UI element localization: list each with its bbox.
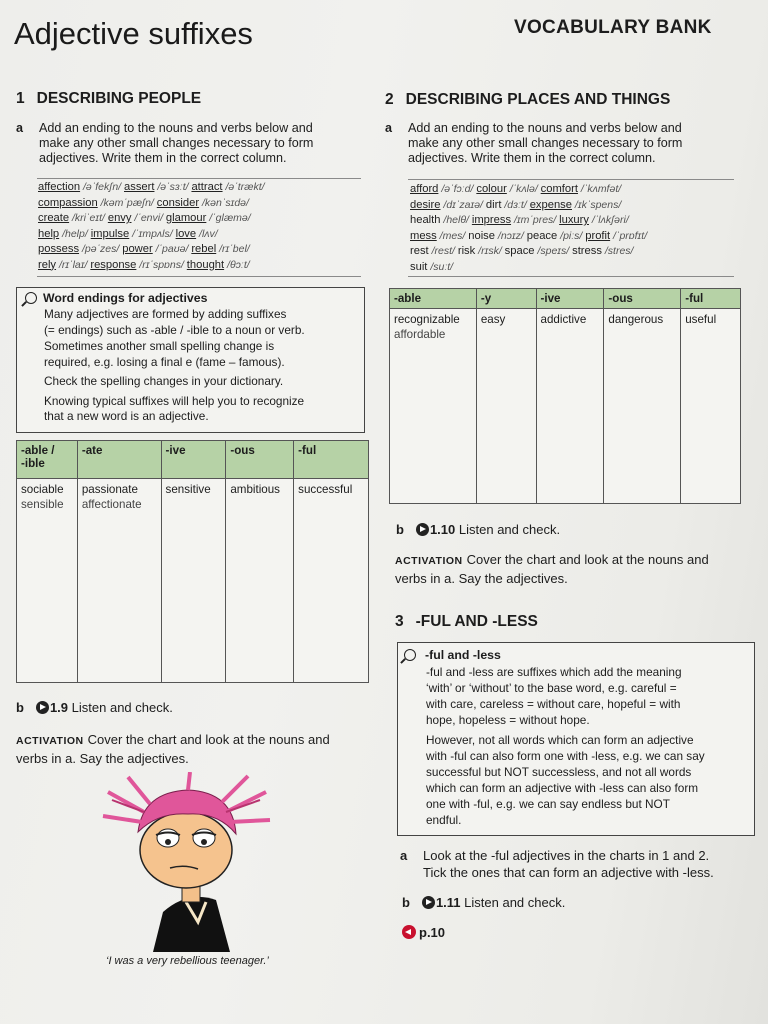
vocab-word: expense: [529, 198, 572, 211]
written-answer: affordable: [394, 328, 446, 341]
vocab-word: dirt: [485, 198, 502, 211]
phonetic: /dɪˈzaɪə/: [440, 198, 486, 211]
page-reference-link[interactable]: [402, 925, 445, 940]
vocab-word: rely: [38, 258, 57, 271]
section3-number: 3: [395, 613, 404, 630]
example-word: successful: [298, 483, 353, 496]
chart-cell[interactable]: [390, 309, 477, 504]
instruction-line: Tick the ones that can form an adjective with -less.: [423, 864, 714, 880]
audio-icon[interactable]: [422, 896, 435, 909]
phonetic: /helθ/: [440, 214, 472, 226]
activation-line: verbs in a. Say the adjectives.: [395, 571, 568, 586]
section3-listen-b: [402, 895, 565, 910]
column-header: -ful: [681, 289, 741, 309]
audio-track: 1.10: [429, 522, 456, 537]
written-answer: affectionate: [81, 498, 142, 511]
phonetic: /rɪsk/: [475, 245, 505, 257]
section2-activation: [395, 551, 755, 587]
phonetic: /ˈpaʊə/: [152, 243, 192, 255]
vocab-word: possess: [38, 243, 80, 255]
chart-cell[interactable]: [17, 479, 78, 683]
instruction-line: adjectives. Write them in the correct column.: [408, 151, 656, 165]
word-row: [38, 227, 368, 243]
listen-text: Listen and check.: [71, 700, 173, 715]
vocab-word: rebel: [191, 243, 217, 255]
phonetic: /ɪmˈpres/: [511, 214, 560, 226]
phonetic: /kəmˈpæʃn/: [97, 196, 157, 209]
phonetic: /əˈfɔːd/: [438, 183, 477, 195]
phonetic: /nɔɪz/: [495, 229, 527, 242]
tip-line: successful but NOT successless, and not all words: [426, 765, 692, 779]
section1-word-list: [38, 180, 368, 273]
item-letter: b: [396, 522, 404, 537]
phonetic: /ˈkʌlə/: [506, 183, 541, 195]
vocab-word: power: [122, 243, 153, 255]
section2-listen-b: [396, 522, 560, 537]
chart-cell[interactable]: [294, 479, 369, 683]
example-word: easy: [480, 313, 506, 326]
chart-cell[interactable]: [77, 479, 161, 683]
item-letter: b: [16, 700, 24, 715]
page-arrow-icon: [402, 925, 416, 939]
vocab-word: desire: [410, 198, 441, 211]
section3-title-text: -FUL AND -LESS: [415, 613, 538, 630]
vocab-word: peace: [526, 229, 558, 242]
vocab-word: response: [90, 258, 137, 271]
instruction-line: make any other small changes necessary to form: [39, 136, 314, 150]
vocab-word: suit: [410, 260, 428, 273]
phonetic: /ˈlʌkʃəri/: [588, 214, 629, 226]
example-word: recognizable: [394, 313, 460, 326]
section2-suffix-chart: [389, 288, 741, 504]
column-header: -y: [476, 289, 536, 309]
vocab-word: attract: [191, 181, 223, 193]
phonetic: /lʌv/: [196, 227, 218, 240]
column-header: -ful: [294, 441, 369, 479]
vocab-word: envy: [107, 212, 132, 224]
tip-line: that a new word is an adjective.: [44, 409, 209, 423]
word-row: [410, 198, 740, 214]
magnifier-icon: [404, 649, 416, 661]
phonetic: /help/: [59, 227, 91, 240]
item-letter: a: [16, 121, 24, 135]
audio-icon[interactable]: [416, 523, 429, 536]
tip-line: Many adjectives are formed by adding suffixes: [44, 307, 287, 321]
vocab-word: compassion: [38, 196, 98, 209]
chart-cell[interactable]: [536, 309, 604, 504]
instruction-line: adjectives. Write them in the correct column.: [39, 151, 287, 165]
column-header: -ive: [536, 289, 604, 309]
activation-line: Cover the chart and look at the nouns and: [87, 732, 330, 747]
vocab-word: colour: [476, 183, 507, 195]
phonetic: /dɜːt/: [501, 198, 530, 211]
phonetic: /ɪkˈspens/: [572, 198, 622, 211]
instruction-line: Add an ending to the nouns and verbs below and: [39, 121, 313, 135]
rebellious-teen-illustration: [98, 772, 278, 952]
phonetic: /ˈenvi/: [131, 212, 166, 224]
tip-line: -ful and -less are suffixes which add the meaning: [426, 665, 682, 679]
vocab-word: assert: [124, 181, 155, 193]
word-row: [410, 213, 740, 229]
phonetic: /stres/: [601, 245, 634, 257]
phonetic: /rɪˈspɒns/: [136, 258, 187, 271]
word-row: [410, 229, 740, 245]
column-header: -ate: [77, 441, 161, 479]
phonetic: /kənˈsɪdə/: [199, 196, 249, 209]
phonetic: /rɪˈbel/: [216, 243, 250, 255]
tip-line: endful.: [426, 813, 462, 827]
tip-line: which can form an adjective with -less can also form: [426, 781, 699, 795]
column-header: -able / -ible: [17, 441, 78, 479]
phonetic: /əˈsɜːt/: [154, 181, 192, 193]
vocab-word: health: [410, 214, 441, 226]
listen-text: Listen and check.: [464, 895, 566, 910]
section1-number: 1: [16, 90, 25, 107]
activation-line: Cover the chart and look at the nouns and: [466, 552, 709, 567]
tip-line: required, e.g. losing a final e (fame – famous).: [44, 355, 285, 369]
divider: [37, 276, 361, 277]
example-word: useful: [685, 313, 717, 326]
tip-line: with care, careless = without care, hopeful = with: [426, 697, 681, 711]
section2-number: 2: [385, 91, 394, 108]
page-title: Adjective suffixes: [14, 16, 253, 51]
section2-title: [385, 91, 670, 109]
word-row: [38, 211, 368, 227]
chart-cell[interactable]: [604, 309, 681, 504]
example-word: sensitive: [165, 483, 211, 496]
section2-word-list: [410, 182, 740, 275]
vocab-word: affection: [38, 181, 81, 193]
vocab-word: rest: [410, 245, 429, 257]
vocab-word: glamour: [165, 212, 207, 224]
phonetic: /əˈfekʃn/: [80, 181, 124, 193]
tip-line: Knowing typical suffixes will help you to recognize: [44, 394, 305, 408]
phonetic: /pəˈzes/: [79, 243, 123, 255]
vocab-word: love: [175, 227, 197, 240]
column-header: -able: [390, 289, 477, 309]
phonetic: /piːs/: [557, 229, 586, 242]
word-row: [410, 182, 740, 198]
item-letter: b: [402, 895, 410, 910]
section1-suffix-chart: [16, 440, 369, 683]
phonetic: /kriˈeɪt/: [69, 212, 108, 224]
audio-track: 1.11: [435, 895, 461, 910]
section2-instruction-a: [385, 121, 740, 169]
tip-line: Sometimes another small spelling change is: [44, 339, 275, 353]
activation-line: verbs in a. Say the adjectives.: [16, 751, 189, 766]
vocab-word: afford: [410, 183, 439, 195]
audio-track: 1.9: [49, 700, 69, 715]
phonetic: /ˈprɒfɪt/: [610, 229, 648, 242]
page-ref-text: p.10: [419, 925, 446, 940]
vocab-word: impress: [471, 214, 512, 226]
listen-text: Listen and check.: [458, 522, 561, 537]
word-row: [410, 260, 740, 276]
section1-title: [16, 90, 201, 108]
vocab-word: impulse: [90, 227, 130, 240]
instruction-line: make any other small changes necessary to form: [408, 136, 683, 150]
item-letter: a: [385, 121, 393, 135]
vocab-word: mess: [410, 229, 437, 242]
example-word: sociable: [21, 483, 64, 496]
section2-title-text: DESCRIBING PLACES AND THINGS: [405, 91, 671, 108]
tip-line: ‘with’ or ‘without’ to the base word, e.g. careful =: [426, 681, 677, 695]
phonetic: /əˈtrækt/: [222, 181, 265, 193]
divider: [408, 179, 734, 180]
tip-box-ful-less: [397, 642, 755, 836]
tip-box-word-endings: [16, 287, 365, 433]
column-header: -ive: [161, 441, 226, 479]
tip-line: hope, hopeless = without hope.: [426, 713, 590, 727]
phonetic: /rest/: [428, 245, 458, 257]
vocab-word: noise: [468, 229, 495, 242]
example-word: dangerous: [608, 313, 664, 326]
phonetic: /suːt/: [427, 260, 454, 273]
example-word: addictive: [540, 313, 587, 326]
vocab-word: thought: [186, 258, 225, 271]
vocab-word: help: [38, 227, 60, 240]
vocab-word: comfort: [540, 183, 578, 195]
word-row: [38, 258, 368, 274]
section3-title: [395, 613, 538, 631]
activation-keyword: ACTIVATION: [395, 555, 463, 567]
column-header: -ous: [604, 289, 681, 309]
chart-cell[interactable]: [681, 309, 741, 504]
phonetic: /ˈkʌmfət/: [577, 183, 622, 195]
word-row: [38, 196, 368, 212]
tip-heading: -ful and -less: [425, 648, 501, 662]
section1-listen-b: [16, 700, 173, 715]
activation-keyword: ACTIVATION: [16, 735, 84, 747]
phonetic: /rɪˈlaɪ/: [56, 258, 91, 271]
vocab-word: stress: [572, 245, 602, 257]
vocab-word: risk: [457, 245, 476, 257]
word-row: [38, 242, 368, 258]
tip-heading: Word endings for adjectives: [43, 291, 208, 305]
instruction-line: Add an ending to the nouns and verbs below and: [408, 121, 682, 135]
section-label: VOCABULARY BANK: [514, 17, 712, 38]
divider: [37, 178, 361, 179]
vocab-word: create: [38, 212, 70, 224]
tip-line: one with -ful, e.g. we can say endless but NOT: [426, 797, 670, 811]
phonetic: /θɔːt/: [224, 258, 250, 271]
tip-line: (= endings) such as -able / -ible to a noun or verb.: [44, 323, 305, 337]
magnifier-icon: [25, 292, 37, 304]
section3-instruction-a: [400, 848, 760, 882]
item-letter: a: [400, 848, 408, 863]
section1-title-text: DESCRIBING PEOPLE: [36, 90, 202, 107]
chart-cell[interactable]: [226, 479, 294, 683]
vocab-word: space: [504, 245, 535, 257]
phonetic: /ˈɪmpʌls/: [129, 227, 176, 240]
chart-cell[interactable]: [476, 309, 536, 504]
tip-line: However, not all words which can form an adjective: [426, 733, 694, 747]
tip-line: with -ful can also form one with -less, e.g. we can say: [426, 749, 705, 763]
chart-cell[interactable]: [161, 479, 226, 683]
section1-instruction-a: [16, 121, 366, 167]
written-answer: sensible: [21, 498, 64, 511]
word-row: [38, 180, 368, 196]
example-word: passionate: [81, 483, 138, 496]
phonetic: /speɪs/: [534, 245, 573, 257]
vocab-word: luxury: [559, 214, 589, 226]
tip-line: Check the spelling changes in your dictionary.: [44, 374, 284, 388]
word-row: [410, 244, 740, 260]
illustration-caption: ‘I was a very rebellious teenager.’: [106, 955, 269, 967]
section1-activation: [16, 731, 376, 767]
vocab-word: profit: [585, 229, 611, 242]
audio-icon[interactable]: [36, 701, 49, 714]
divider: [408, 276, 734, 277]
phonetic: /mes/: [436, 229, 469, 242]
instruction-line: Look at the -ful adjectives in the charts in 1 and 2.: [423, 848, 710, 863]
example-word: ambitious: [230, 483, 280, 496]
phonetic: /ˈglæmə/: [206, 212, 251, 224]
vocab-word: consider: [156, 196, 200, 209]
column-header: -ous: [226, 441, 294, 479]
